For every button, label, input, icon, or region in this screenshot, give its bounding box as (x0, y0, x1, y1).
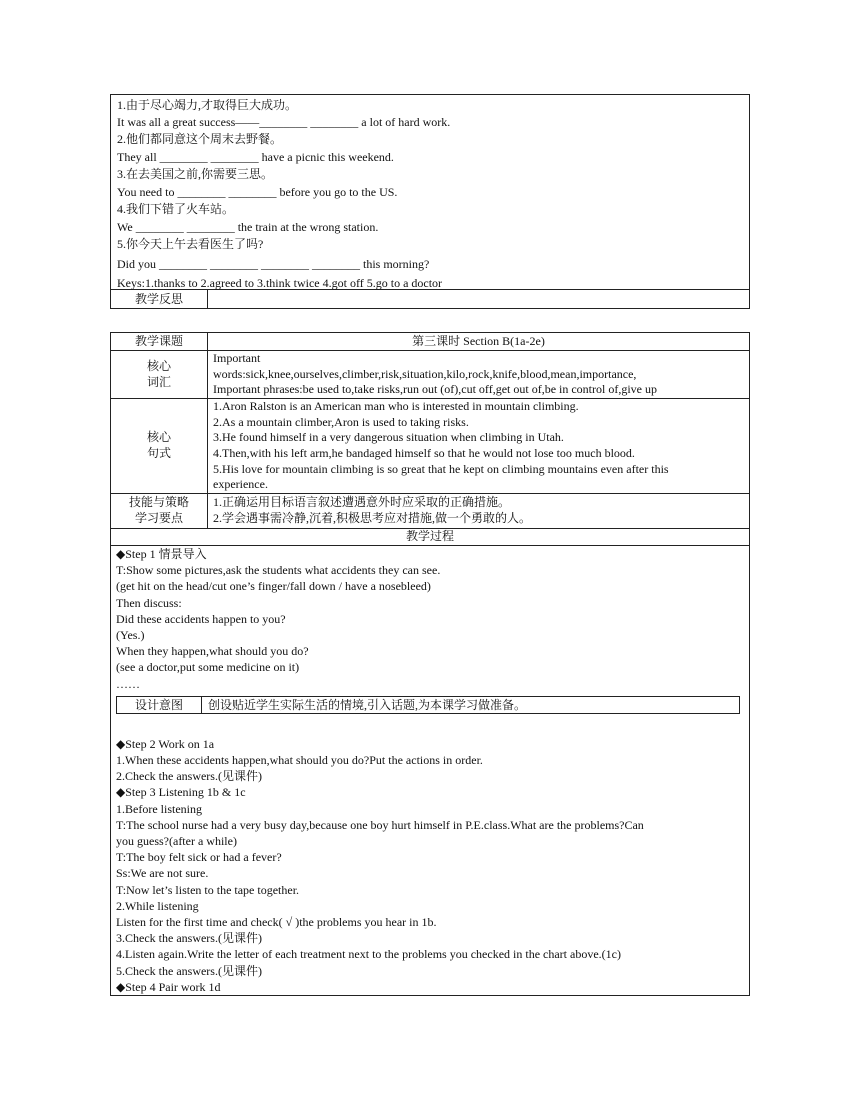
process-line: T:Show some pictures,ask the students what accidents they can see. (116, 563, 441, 578)
vocab-line: Important phrases:be used to,take risks,run out (of),cut off,get out of,be in control of,give up (213, 382, 658, 397)
process-line: 5.Check the answers.(见课件) (116, 963, 262, 978)
process-line: (see a doctor,put some medicine on it) (116, 660, 300, 675)
sentence-line: 5.His love for mountain climbing is so great that he kept on climbing mountains even after this (213, 461, 669, 476)
vocab-label (111, 351, 208, 399)
process-line: 2.Check the answers.(见课件) (116, 769, 262, 784)
sentence-line: 4.Then,with his left arm,he bandaged himself so that he would not lose too much blood. (213, 446, 635, 460)
skills-content (208, 494, 750, 529)
spacer (116, 720, 744, 736)
topic-label: 教学课题 (111, 333, 208, 351)
process-line: 1.When these accidents happen,what should you do?Put the actions in order. (116, 753, 483, 768)
process-line: 4.Listen again.Write the letter of each treatment next to the problems you checked in the chart above.(1c) (116, 947, 621, 962)
reflection-row (111, 289, 749, 308)
exercise-line: It was all a great success——________ ________ a lot of hard work. (117, 115, 451, 129)
skills-label-line: 学习要点 (134, 511, 183, 525)
exercise-line: Did you ________ ________ ________ ________ this morning? (117, 257, 430, 271)
process-line: (get hit on the head/cut one’s finger/fall down / have a nosebleed) (116, 579, 431, 594)
exercise-line: 3.在去美国之前,你需要三思。 (117, 167, 274, 181)
vocab-label-line: 词汇 (146, 374, 171, 389)
sentence-content (208, 399, 750, 494)
process-heading: 教学过程 (111, 529, 750, 546)
skills-label-line: 技能与策略 (128, 495, 189, 510)
process-line: T:Now let’s listen to the tape together. (116, 882, 300, 897)
topic-value: 第三课时 Section B(1a-2e) (208, 333, 750, 351)
vocab-label-line: 核心 (146, 358, 171, 373)
process-line: Did these accidents happen to you? (116, 611, 286, 626)
exercise-line: 2.他们都同意这个周末去野餐。 (117, 132, 283, 146)
exercise-line: We ________ ________ the train at the wrong station. (117, 220, 379, 234)
lesson-plan-table (110, 332, 750, 996)
design-intent-row (116, 696, 740, 714)
reflection-label: 教学反思 (111, 290, 208, 308)
design-intent-label: 设计意图 (117, 697, 202, 713)
exercise-line: 4.我们下错了火车站。 (117, 202, 235, 216)
exercise-line: 1.由于尽心竭力,才取得巨大成功。 (117, 98, 298, 112)
process-line: you guess?(after a while) (116, 834, 237, 849)
process-line: …… (116, 676, 140, 691)
sentence-label-line: 句式 (146, 446, 171, 460)
process-line: 2.While listening (116, 898, 199, 913)
process-line: Listen for the first time and check( √ )the problems you hear in 1b. (116, 915, 437, 930)
sentence-line: 1.Aron Ralston is an American man who is interested in mountain climbing. (213, 399, 579, 414)
skills-label (111, 494, 208, 529)
vocab-content (208, 351, 750, 399)
process-line: ◆Step 2 Work on 1a (116, 736, 215, 751)
skills-line: 2.学会遇事需冷静,沉着,积极思考应对措施,做一个勇敢的人。 (213, 511, 532, 525)
exercise-line: You need to ________ ________ before you go to the US. (117, 185, 398, 199)
sentence-line: 2.As a mountain climber,Aron is used to taking risks. (213, 414, 469, 429)
process-line: ◆Step 3 Listening 1b & 1c (116, 785, 246, 800)
process-line: Then discuss: (116, 595, 182, 610)
exercise-box (110, 94, 750, 309)
sentence-line: experience. (213, 477, 268, 492)
sentence-label-line: 核心 (146, 430, 171, 445)
process-line: 1.Before listening (116, 801, 202, 816)
process-line: T:The school nurse had a very busy day,because one boy hurt himself in P.E.class.What are the problems?Can (116, 817, 644, 832)
exercise-line: They all ________ ________ have a picnic this weekend. (117, 150, 394, 164)
skills-line: 1.正确运用目标语言叙述遭遇意外时应采取的正确措施。 (213, 495, 511, 510)
process-line: When they happen,what should you do? (116, 644, 309, 659)
exercise-line: 5.你今天上午去看医生了吗? (117, 237, 264, 251)
process-line: ◆Step 4 Pair work 1d (116, 979, 221, 994)
sentence-label (111, 399, 208, 494)
process-line: Ss:We are not sure. (116, 866, 209, 881)
answer-keys: Keys:1.thanks to 2.agreed to 3.think twice 4.got off 5.go to a doctor (117, 276, 443, 290)
process-line: 3.Check the answers.(见课件) (116, 931, 262, 946)
process-line: (Yes.) (116, 628, 145, 643)
process-line: T:The boy felt sick or had a fever? (116, 850, 282, 865)
process-line: ◆Step 1 情景导入 (116, 547, 207, 561)
design-intent-value: 创设贴近学生实际生活的情境,引入话题,为本课学习做准备。 (208, 697, 527, 712)
vocab-line: words:sick,knee,ourselves,climber,risk,situation,kilo,rock,knife,blood,mean,importance, (213, 366, 637, 381)
sentence-line: 3.He found himself in a very dangerous situation when climbing in Utah. (213, 430, 564, 445)
vocab-line: Important (213, 351, 261, 366)
process-content (111, 546, 750, 996)
